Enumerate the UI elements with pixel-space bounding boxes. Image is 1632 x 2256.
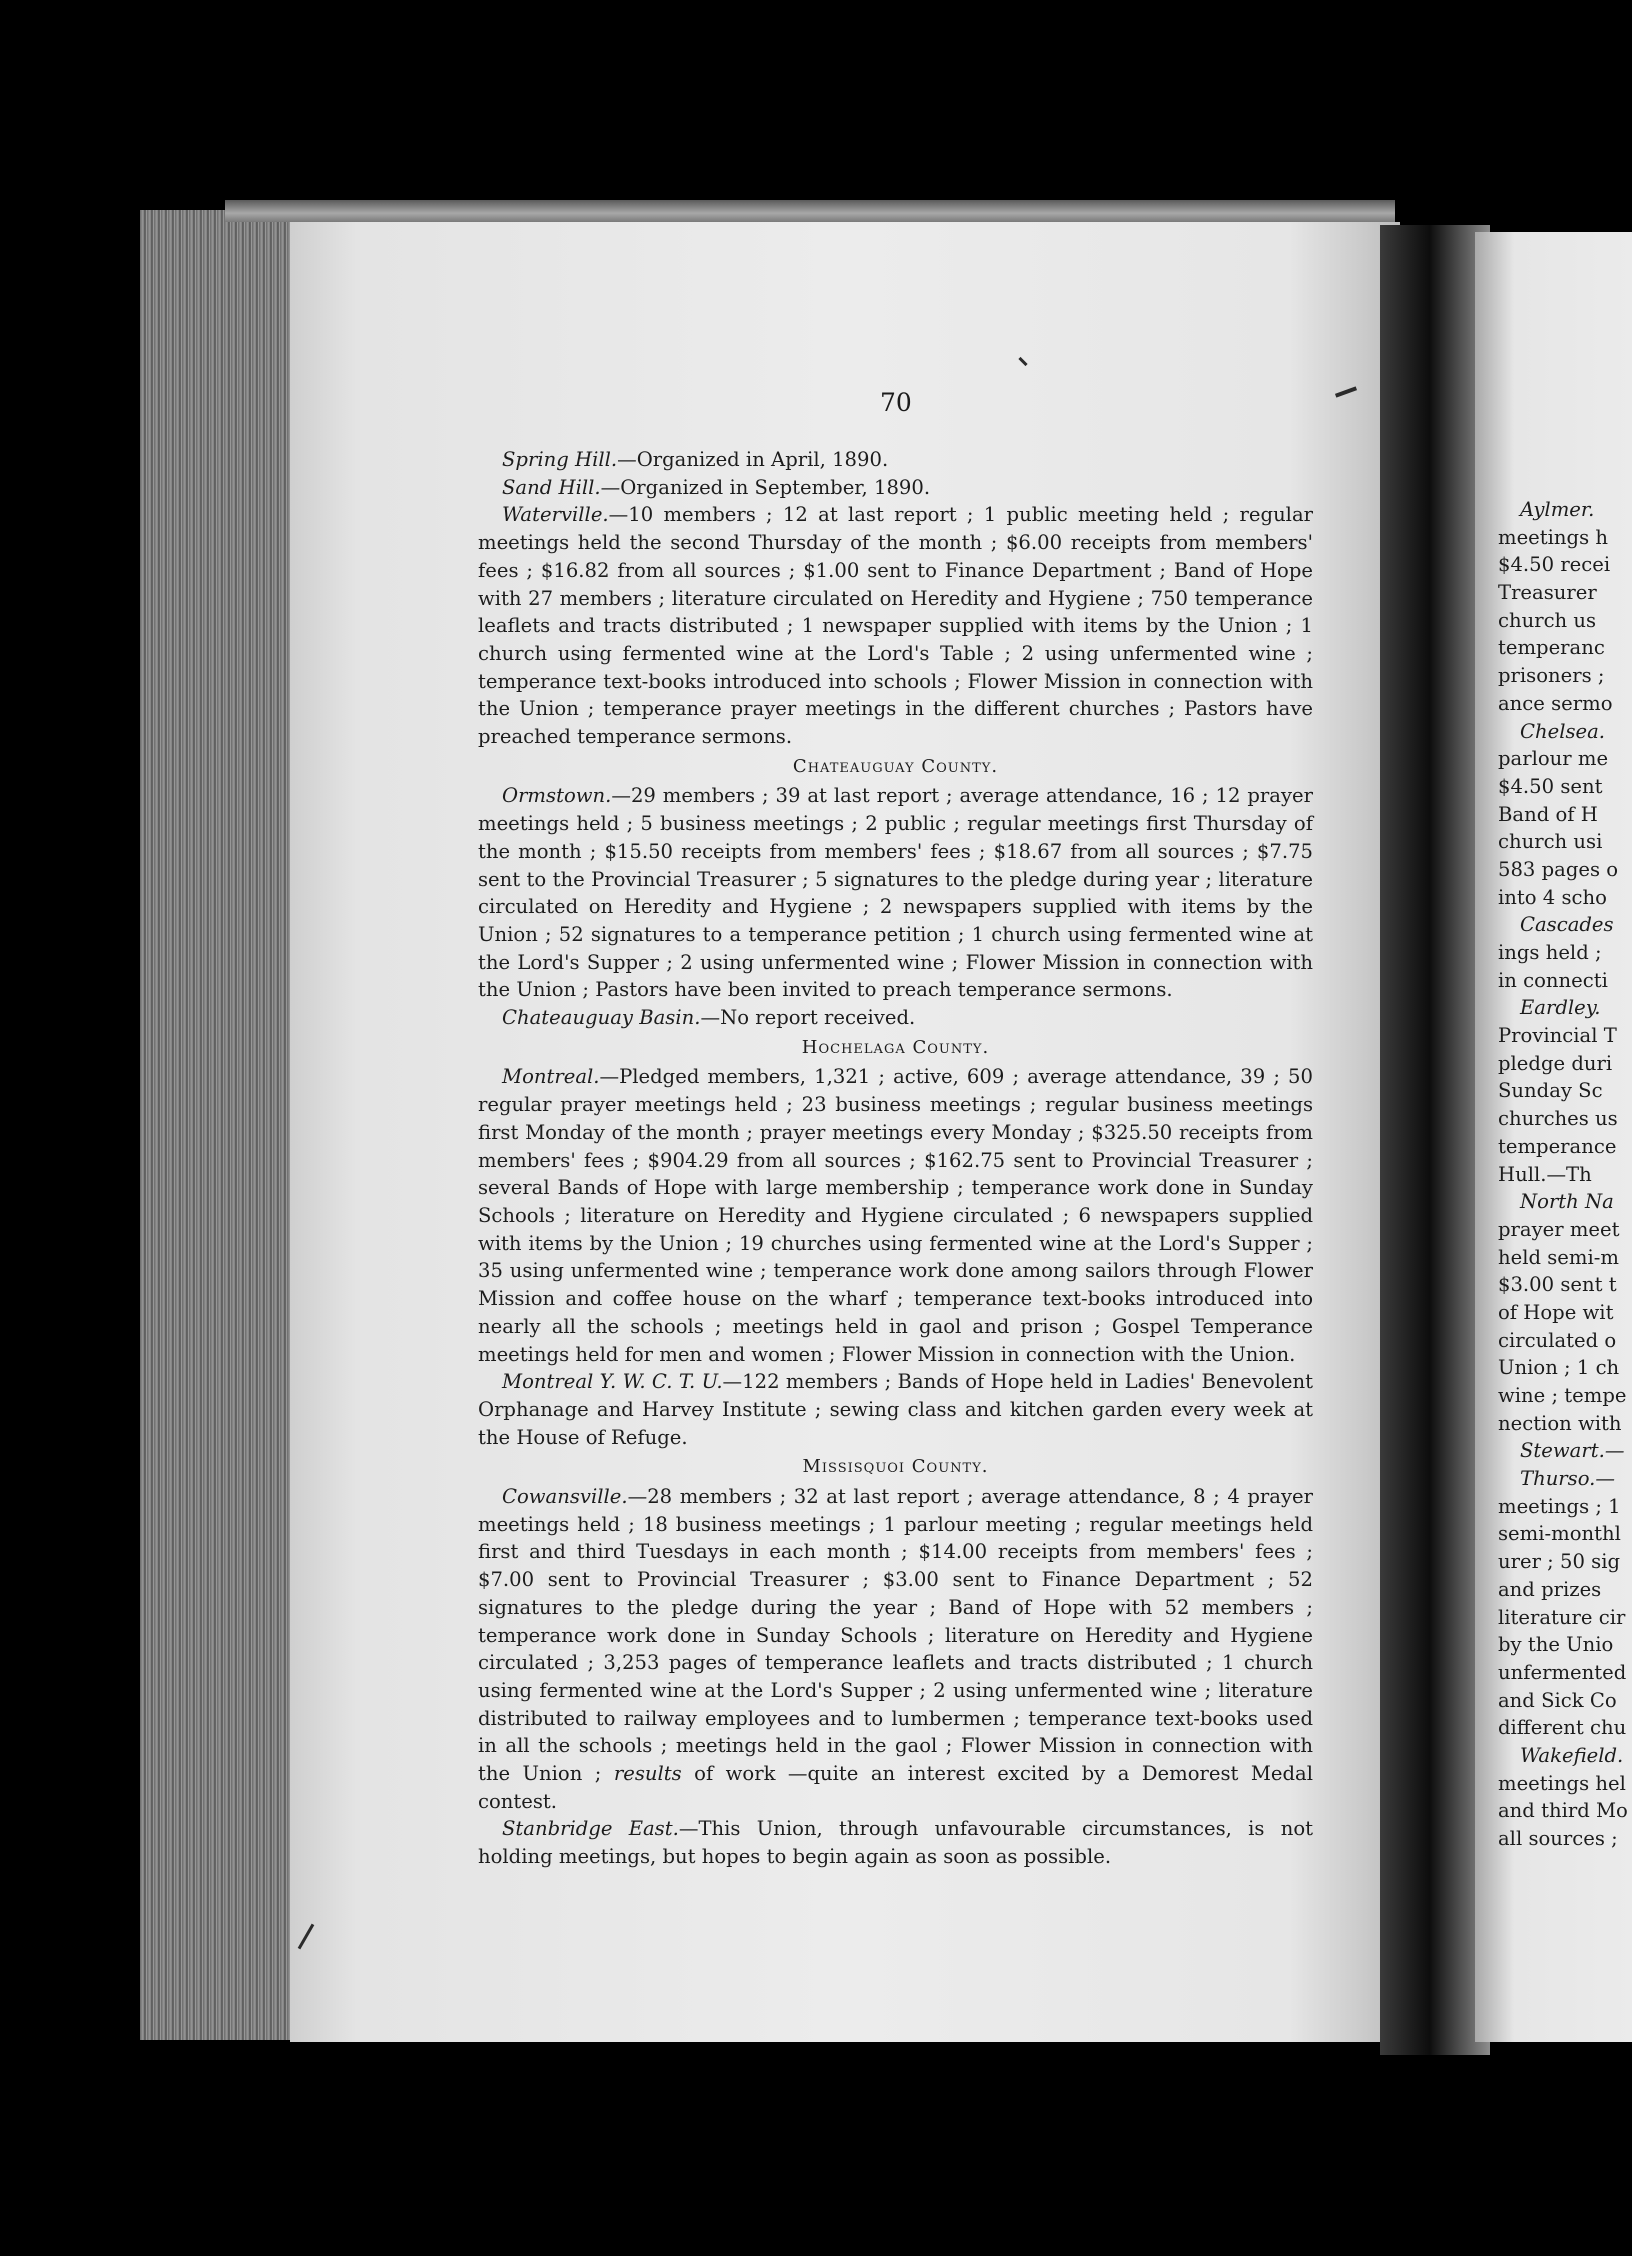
facing-page-line: meetings h xyxy=(1498,525,1608,549)
entry-name: Cowansville. xyxy=(502,1485,628,1509)
facing-page-line: into 4 scho xyxy=(1498,885,1607,909)
facing-page-line: nection with xyxy=(1498,1411,1622,1435)
entry-text: —Pledged members, 1,321 ; active, 609 ; average attendance, 39 ; 50 regular prayer meetings held ; 23 business meetings ; regular business meetings first Monday of the month ; prayer meetings every Monday ; $325.50 receipts from members' fees ; $904.29 from all sources ; $162.75 sent to Provincial Treasurer ; several Bands of Hope with large membership ; temperance work done in Sunday Schools ; literature on Heredity and Hygiene circulated ; 6 newspapers supplied with items by the Union ; 19 churches using fermented wine at the Lord's Supper ; 35 using unfermented wine ; temperance work done among sailors through Flower Mission and coffee house on the wharf ; temperance text-books introduced into nearly all the schools ; meetings held in gaol and prison ; Gospel Temperance meetings held for men and women ; Flower Mission in connection with the Union. xyxy=(478,1065,1313,1366)
facing-page-line: different chu xyxy=(1498,1716,1627,1740)
facing-page-line: and prizes xyxy=(1498,1577,1602,1601)
entry-name: Sand Hill. xyxy=(502,475,601,499)
facing-page-line: Stewart.— xyxy=(1520,1439,1625,1463)
facing-page-line: Cascades xyxy=(1520,913,1614,937)
facing-page-line: Hull.—Th xyxy=(1498,1162,1592,1186)
facing-page-line: temperance xyxy=(1498,1134,1617,1158)
book-gutter xyxy=(1380,225,1490,2055)
facing-page-line: 583 pages o xyxy=(1498,857,1619,881)
paragraph xyxy=(478,446,1313,474)
facing-page-line: and Sick Co xyxy=(1498,1688,1617,1712)
facing-page-line: held semi-m xyxy=(1498,1245,1619,1269)
paragraph xyxy=(478,1368,1313,1451)
paragraph xyxy=(478,474,1313,502)
facing-page-line: Provincial T xyxy=(1498,1024,1617,1048)
entry-text: —Organized in April, 1890. xyxy=(617,448,889,471)
facing-page-line: all sources ; xyxy=(1498,1827,1618,1850)
facing-page-line: ings held ; xyxy=(1498,941,1602,964)
facing-page-line: Treasurer xyxy=(1498,581,1597,605)
facing-page-line: meetings ; 1 xyxy=(1498,1494,1621,1518)
facing-page-line: Thurso.— xyxy=(1520,1467,1616,1491)
entry-name: Spring Hill. xyxy=(502,448,618,471)
entry-name: Stanbridge East. xyxy=(502,1817,679,1841)
section-heading-hochelaga: Hochelaga County. xyxy=(801,1036,990,1058)
facing-page-line: temperanc xyxy=(1498,636,1605,660)
facing-page-line: parlour me xyxy=(1498,747,1609,771)
facing-page-line: Chelsea. xyxy=(1520,719,1606,743)
paragraph xyxy=(478,1063,1313,1368)
facing-page-line: prayer meet xyxy=(1498,1217,1620,1241)
paragraph xyxy=(478,782,1313,1004)
section-heading-missisquoi: Missisquoi County. xyxy=(802,1456,989,1478)
facing-page-line: by the Unio xyxy=(1498,1633,1614,1657)
facing-page-line: Union ; 1 ch xyxy=(1498,1356,1620,1380)
facing-page-line: church us xyxy=(1498,608,1597,632)
paragraph xyxy=(478,1815,1313,1870)
facing-page-line: Aylmer. xyxy=(1520,498,1595,521)
facing-page-line: Sunday Sc xyxy=(1498,1079,1603,1103)
entry-text: —Organized in September, 1890. xyxy=(600,475,931,499)
page-text xyxy=(478,446,1313,1871)
entry-name: Montreal Y. W. C. T. U. xyxy=(502,1370,723,1394)
page-edges xyxy=(140,210,300,2040)
entry-name: Ormstown. xyxy=(502,784,612,808)
facing-page-line: ance sermo xyxy=(1498,691,1613,715)
facing-page-line: $3.00 sent t xyxy=(1498,1273,1617,1297)
facing-page-line: pledge duri xyxy=(1498,1051,1613,1075)
entry-text: —No report received. xyxy=(700,1006,916,1030)
facing-page-line: literature cir xyxy=(1498,1605,1626,1629)
entry-emphasis: results xyxy=(613,1762,682,1786)
facing-page-line: $4.50 recei xyxy=(1498,553,1611,577)
facing-page-line: meetings hel xyxy=(1498,1771,1626,1795)
facing-page-line: circulated o xyxy=(1498,1328,1617,1352)
facing-page-line: in connecti xyxy=(1498,968,1608,992)
facing-page-line: Eardley. xyxy=(1520,996,1601,1020)
facing-page-line: Wakefield. xyxy=(1520,1743,1624,1767)
page-number: 70 xyxy=(880,388,912,417)
entry-name: Waterville. xyxy=(502,503,609,527)
facing-page-line: North Na xyxy=(1520,1190,1614,1214)
entry-text: of work —quite an interest excited by a Demorest Medal contest. xyxy=(478,1762,1313,1813)
page-edge-top xyxy=(225,200,1395,222)
section-heading-chateauguay: Chateauguay County. xyxy=(792,755,999,777)
facing-page-line: $4.50 sent xyxy=(1498,774,1603,798)
facing-page-line: wine ; tempe xyxy=(1498,1384,1627,1407)
entry-name: Chateauguay Basin. xyxy=(502,1006,701,1030)
facing-page-line: of Hope wit xyxy=(1498,1300,1614,1324)
entry-name: Montreal. xyxy=(502,1065,600,1089)
entry-text: —This Union, through unfavourable circumstances, is not holding meetings, but hopes to begin again as soon as possible. xyxy=(478,1817,1313,1869)
facing-page-line: prisoners ; xyxy=(1498,664,1605,688)
entry-text: —29 members ; 39 at last report ; average attendance, 16 ; 12 prayer meetings held ; 5 business meetings ; 2 public ; regular meetings first Thursday of the month ; $15.50 receipts from members' fees ; $18.67 from all sources ; $7.75 sent to the Provincial Treasurer ; 5 signatures to the pledge during year ; literature circulated on Heredity and Hygiene ; 2 newspapers supplied with items by the Union ; 52 signatures to a temperance petition ; 1 church using fermented wine at the Lord's Supper ; 2 using unfermented wine ; Flower Mission in connection with the Union ; Pastors have been invited to preach temperance sermons. xyxy=(478,784,1313,1002)
entry-text: —28 members ; 32 at last report ; average attendance, 8 ; 4 prayer meetings held ; 18 business meetings ; 1 parlour meeting ; regular meetings held first and third Tuesdays in each month ; $14.00 receipts from members' fees ; $7.00 sent to Provincial Treasurer ; $3.00 sent to Finance Department ; 52 signatures to the pledge during the year ; Band of Hope with 52 members ; temperance work done in Sunday Schools ; literature on Heredity and Hygiene circulated ; 3,253 pages of temperance leaflets and tracts distributed ; 1 church using fermented wine at the Lord's Supper ; 2 using unfermented wine ; literature distributed to railway employees and to lumbermen ; temperance text-books used in all the schools ; meetings held in the gaol ; Flower Mission in connection with the Union ; xyxy=(478,1485,1313,1786)
paragraph xyxy=(478,1483,1313,1815)
facing-page-text xyxy=(1498,496,1632,1853)
facing-page-line: churches us xyxy=(1498,1107,1618,1131)
paragraph xyxy=(478,501,1313,750)
facing-page-line: urer ; 50 sig xyxy=(1498,1550,1621,1574)
paragraph xyxy=(478,1004,1313,1032)
facing-page-line: church usi xyxy=(1498,830,1603,854)
facing-page-line: unfermented xyxy=(1498,1660,1627,1684)
entry-text: —122 members ; Bands of Hope held in Ladies' Benevolent Orphanage and Harvey Institute ; sewing class and kitchen garden every week at the House of Refuge. xyxy=(478,1370,1313,1449)
facing-page-line: semi-monthl xyxy=(1498,1522,1621,1546)
entry-text: —10 members ; 12 at last report ; 1 public meeting held ; regular meetings held the second Thursday of the month ; $6.00 receipts from members' fees ; $16.82 from all sources ; $1.00 sent to Finance Department ; Band of Hope with 27 members ; literature circulated on Heredity and Hygiene ; 750 temperance leaflets and tracts distributed ; 1 newspaper supplied with items by the Union ; 1 church using fermented wine at the Lord's Table ; 2 using unfermented wine ; temperance text-books introduced into schools ; Flower Mission in connection with the Union ; temperance prayer meetings in the different churches ; Pastors have preached temperance sermons. xyxy=(478,503,1313,749)
facing-page-line: Band of H xyxy=(1498,802,1598,826)
facing-page-line: and third Mo xyxy=(1498,1799,1628,1823)
